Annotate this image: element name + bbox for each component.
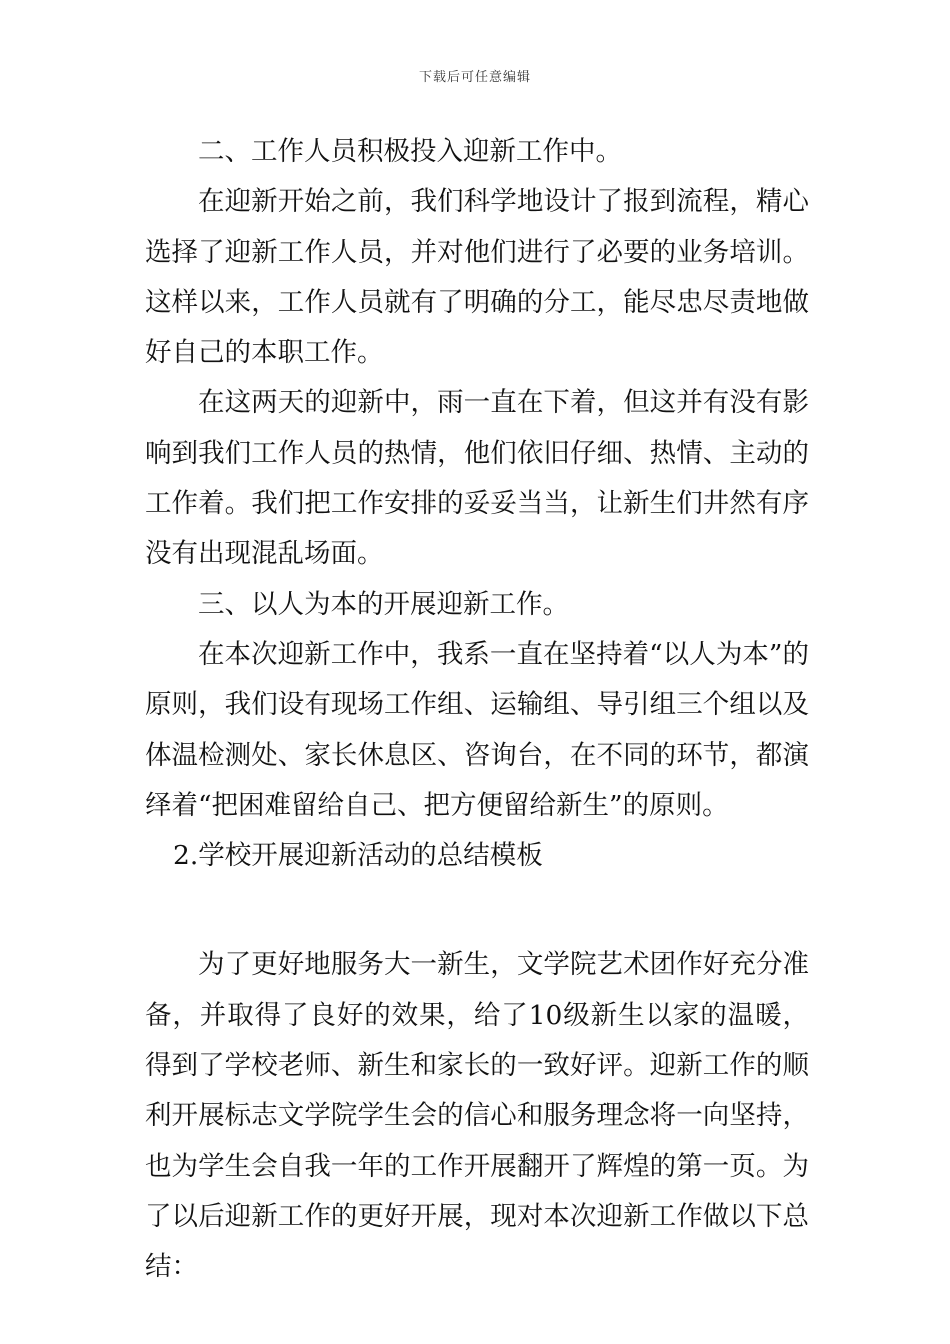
template-subtitle: 2.学校开展迎新活动的总结模板	[173, 840, 543, 872]
paragraph-people-first: 在本次迎新工作中，我系一直在坚持着“以人为本”的原则，我们设有现场工作组、运输组、导引组三个组以及体温检测处、家长休息区、咨询台，在不同的环节，都演绎着“把困难留给自己、把方便留给新生”的原则。	[145, 638, 809, 821]
blank-gap	[145, 881, 809, 940]
document-body	[145, 127, 809, 1293]
section-heading-2: 二、工作人员积极投入迎新工作中。	[198, 136, 622, 167]
page-header-note: 下载后可任意编辑	[418, 70, 531, 85]
paragraph-summary-intro: 为了更好地服务大一新生，文学院艺术团作好充分准备，并取得了良好的效果，给了10级新生以家的温暖，得到了学校老师、新生和家长的一致好评。迎新工作的顺利开展标志文学院学生会的信心和服务理念将一向坚持，也为学生会自我一年的工作开展翻开了辉煌的第一页。为了以后迎新工作的更好开展，现对本次迎新工作做以下总结：	[145, 949, 809, 1283]
section-heading-3: 三、以人为本的开展迎新工作。	[198, 588, 569, 620]
paragraph-preparation: 在迎新开始之前，我们科学地设计了报到流程，精心选择了迎新工作人员，并对他们进行了必要的业务培训。这样以来，工作人员就有了明确的分工，能尽忠尽责地做好自己的本职工作。	[145, 186, 809, 369]
paragraph-rain: 在这两天的迎新中，雨一直在下着，但这并有没有影响到我们工作人员的热情，他们依旧仔细、热情、主动的工作着。我们把工作安排的妥妥当当，让新生们井然有序没有出现混乱场面。	[145, 387, 809, 570]
